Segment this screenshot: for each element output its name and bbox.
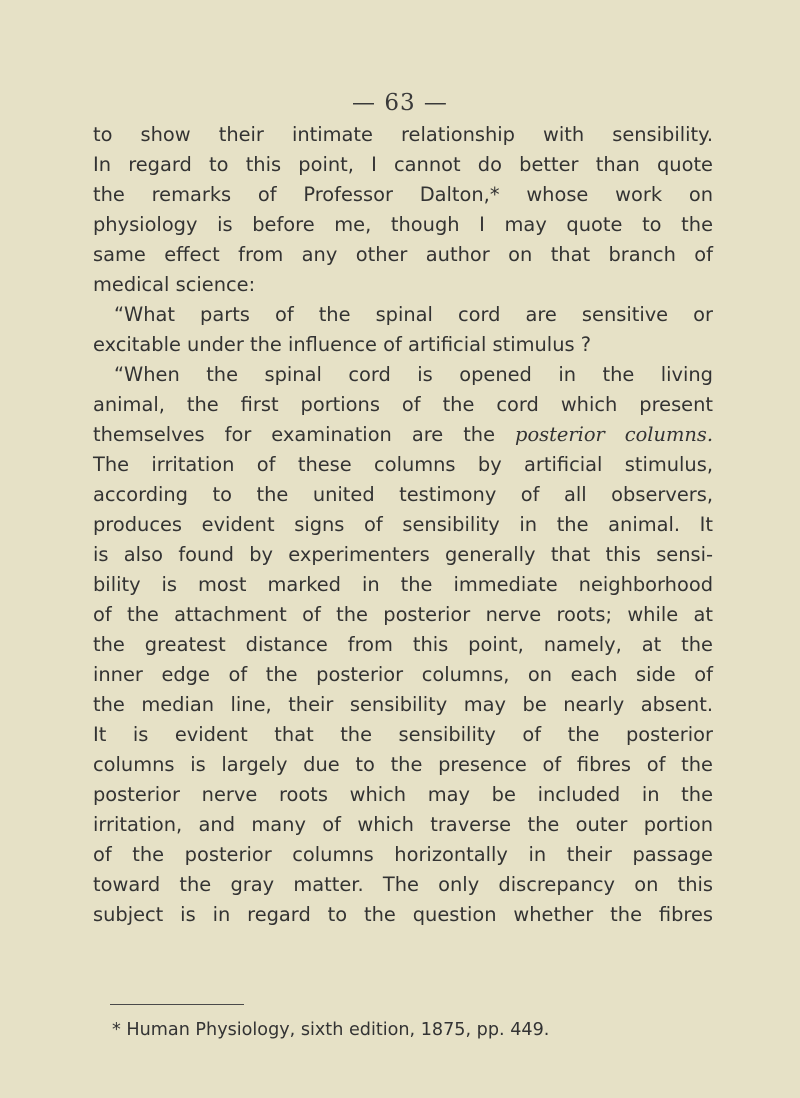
quote-line: columns is largely due to the presence of fibres of the — [93, 753, 713, 776]
quote-line: animal, the first portions of the cord which present — [93, 393, 713, 416]
quote-line: subject is in regard to the question whether the fibres — [93, 903, 713, 926]
quote-line: of the attachment of the posterior nerve roots; while at — [93, 603, 713, 626]
quote-line: posterior nerve roots which may be included in the — [93, 783, 713, 806]
text-line: the remarks of Professor Dalton,* whose work on — [93, 183, 713, 206]
quote-line: according to the united testimony of all observers, — [93, 483, 713, 506]
quote-line — [93, 425, 713, 444]
quote-line: excitable under the influence of artificial stimulus ? — [93, 333, 592, 356]
quote-line: bility is most marked in the immediate neighborhood — [93, 573, 713, 596]
quote-line: inner edge of the posterior columns, on each side of — [93, 663, 713, 686]
footnote-divider — [110, 1004, 244, 1005]
quote-text: themselves for examination are the — [93, 423, 496, 446]
quote-line: “What parts of the spinal cord are sensitive or — [114, 303, 713, 326]
quote-line: is also found by experimenters generally that this sensi- — [93, 543, 713, 566]
footnote: * Human Physiology, sixth edition, 1875, pp. 449. — [112, 1020, 550, 1040]
text-line: In regard to this point, I cannot do better than quote — [93, 153, 713, 176]
quote-line: the median line, their sensibility may be nearly absent. — [93, 693, 713, 716]
quote-line: “When the spinal cord is opened in the living — [114, 363, 713, 386]
quote-line: produces evident signs of sensibility in the animal. It — [93, 513, 713, 536]
quote-line: toward the gray matter. The only discrepancy on this — [93, 873, 713, 896]
italic-term: posterior columns. — [515, 423, 713, 446]
quote-line: It is evident that the sensibility of the posterior — [93, 723, 713, 746]
quote-line: the greatest distance from this point, namely, at the — [93, 633, 713, 656]
text-line: physiology is before me, though I may quote to the — [93, 213, 713, 236]
page-number: — 63 — — [352, 90, 448, 116]
text-line: to show their intimate relationship with sensibility. — [93, 123, 713, 146]
quote-line: The irritation of these columns by artificial stimulus, — [93, 453, 713, 476]
quote-line: irritation, and many of which traverse the outer portion — [93, 813, 713, 836]
quote-line: of the posterior columns horizontally in their passage — [93, 843, 713, 866]
text-line: medical science: — [93, 273, 256, 296]
text-line: same effect from any other author on that branch of — [93, 243, 713, 266]
